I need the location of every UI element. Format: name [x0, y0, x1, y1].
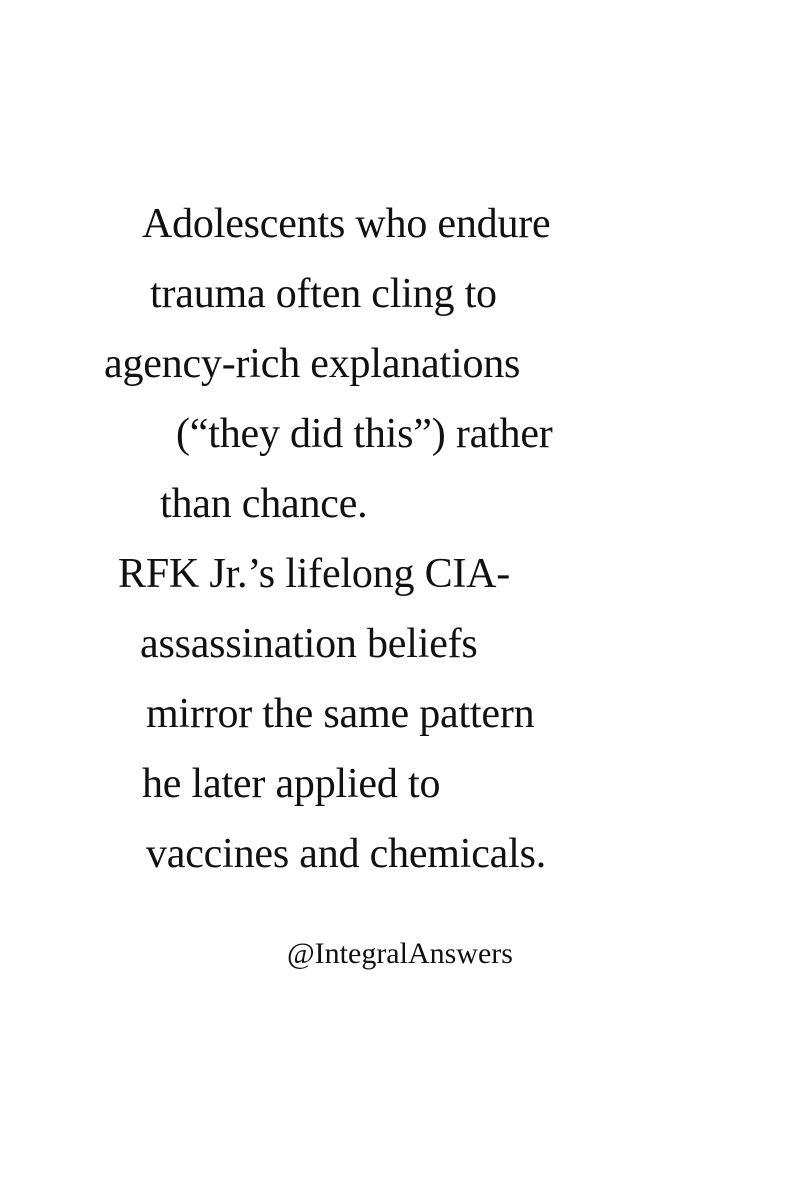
quote-line-4: (“they did this”) rather [176, 411, 553, 457]
quote-line-8: mirror the same pattern [146, 691, 535, 737]
quote-line-1: Adolescents who endure [142, 201, 551, 247]
quote-line-3: agency-rich explanations [104, 341, 521, 387]
attribution-handle: @IntegralAnswers [287, 937, 513, 970]
quote-line-7: assassination beliefs [140, 621, 478, 667]
quote-line-5: than chance. [160, 481, 368, 527]
quote-line-2: trauma often cling to [150, 271, 497, 317]
quote-line-6: RFK Jr.’s lifelong CIA- [118, 551, 511, 597]
quote-line-10: vaccines and chemicals. [146, 831, 547, 877]
quote-line-9: he later applied to [142, 761, 441, 807]
